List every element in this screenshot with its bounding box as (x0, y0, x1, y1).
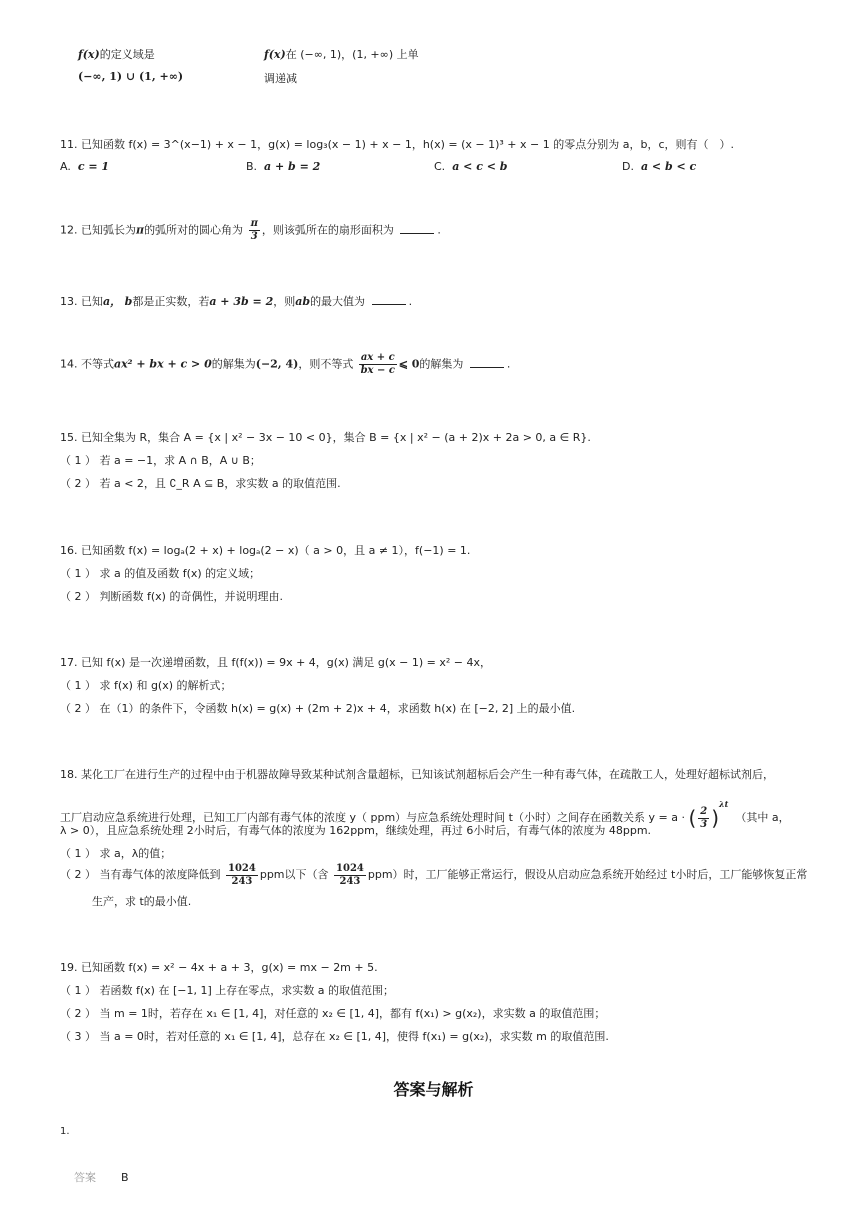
option-text: c = 1 (77, 160, 110, 173)
fraction-numerator: ax + c (360, 352, 395, 363)
question-19-part-2: （ 2 ） 当 m = 1时，若存在 x₁ ∈ [1, 4]，对任意的 x₂ ∈ [1, 4]，都有 f(x₁) > g(x₂)，求实数 a 的取值范围； (60, 1007, 606, 1020)
question-17-stem (60, 654, 491, 670)
inequality: ax² + bx + c > 0 (114, 357, 212, 371)
fraction-denominator: 3 (700, 818, 708, 830)
question-text: 已知 f(x) 是一次递增函数，且 f(f(x)) = 9x + 4，g(x) 满足 g(x − 1) = x² − 4x， (81, 656, 492, 669)
question-text: 已知函数 f(x) = logₐ(2 + x) + logₐ(2 − x)（ a > 0，且 a ≠ 1），f(−1) = 1. (81, 544, 471, 557)
question-text-b: 的解集为 (211, 357, 256, 371)
question-number: 14. (60, 357, 78, 371)
question-18-line-2 (60, 787, 790, 830)
prev-option-d-text: 在 (−∞, 1)，(1, +∞) 上单 (285, 48, 419, 61)
prev-option-c-line2: (−∞, 1) ∪ (1, +∞) (78, 70, 184, 83)
condition: a + 3b = 2 (209, 295, 274, 308)
prev-option-d-line1 (264, 46, 419, 62)
fraction-numerator: 2 (700, 805, 708, 817)
prev-option-c-line1 (78, 46, 155, 62)
question-11-stem (60, 136, 734, 152)
question-text: （ 2 ） 当有毒气体的浓度降低到 (60, 868, 221, 881)
question-19-stem (60, 959, 378, 975)
question-11-option-a (60, 160, 109, 173)
fraction-pi-over-3 (249, 218, 260, 243)
fraction-two-thirds (698, 806, 709, 831)
question-11-option-d (622, 160, 696, 173)
question-number: 17. (60, 656, 78, 669)
solution-set: (−2, 4) (255, 357, 299, 371)
question-17-part-1: （ 1 ） 求 f(x) 和 g(x) 的解析式； (60, 679, 232, 692)
fraction-denominator: 243 (339, 875, 361, 887)
answer-blank[interactable] (372, 294, 406, 305)
prev-option-c-text: 的定义域是 (99, 48, 155, 61)
answer-value: B (121, 1171, 129, 1184)
question-text: 已知函数 f(x) = x² − 4x + a + 3，g(x) = mx − 2m + 5. (81, 961, 378, 974)
question-number: 19. (60, 961, 78, 974)
question-13 (60, 293, 412, 309)
question-15-part-1: （ 1 ） 若 a = −1，求 A ∩ B，A ∪ B； (60, 454, 261, 467)
prev-option-c-fx: f(x) (78, 48, 100, 61)
question-number: 18. (60, 768, 78, 781)
exponent: λt (719, 799, 729, 809)
question-number: 15. (60, 431, 78, 444)
question-text-b: 的弧所对的圆心角为 (144, 223, 244, 237)
question-end: . (506, 357, 511, 371)
pi-symbol: π (136, 223, 145, 237)
answer-label: 答案 (74, 1171, 96, 1184)
question-number: 13. (60, 295, 78, 308)
question-text: （其中 a， (735, 811, 790, 824)
option-text: a < b < c (640, 160, 697, 173)
question-text: 工厂启动应急系统进行处理，已知工厂内部有毒气体的浓度 y（ ppm）与应急系统处理时间 t（小时）之间存在函数关系 y = a · (60, 811, 685, 824)
question-19-part-1: （ 1 ） 若函数 f(x) 在 [−1, 1] 上存在零点，求实数 a 的取值范围； (60, 984, 394, 997)
option-label: B. (246, 160, 258, 173)
question-14 (60, 352, 510, 377)
question-18-line-1 (60, 766, 774, 782)
question-16-stem (60, 542, 470, 558)
question-18-part-1: （ 1 ） 求 a，λ的值； (60, 847, 172, 860)
question-text-d: 的解集为 (419, 357, 464, 371)
question-end: . (408, 295, 413, 308)
question-text: 已知全集为 R，集合 A = {x | x² − 3x − 10 < 0}，集合 B = {x | x² − (a + 2)x + 2a > 0, a ∈ R}. (81, 431, 591, 444)
question-11-option-c (434, 160, 507, 173)
question-17-part-2: （ 2 ） 在（1）的条件下，令函数 h(x) = g(x) + (2m + 2)x + 4，求函数 h(x) 在 [−2, 2] 上的最小值. (60, 702, 576, 715)
answers-section-title: 答案与解析 (393, 1080, 474, 1099)
option-text: a + b = 2 (264, 160, 321, 173)
question-number: 12. (60, 223, 78, 237)
question-16-part-2: （ 2 ） 判断函数 f(x) 的奇偶性，并说明理由. (60, 590, 283, 603)
question-12 (60, 218, 441, 243)
fraction-numerator: 1024 (336, 862, 364, 874)
answer-blank[interactable] (400, 223, 434, 234)
question-text-a: 已知 (81, 295, 103, 308)
answer-row (74, 1169, 129, 1185)
option-label: C. (434, 160, 446, 173)
question-text-a: 已知弧长为 (81, 223, 136, 237)
fraction-numerator: 1024 (228, 862, 256, 874)
prev-option-d-fx: f(x) (264, 48, 286, 61)
question-text-b: 都是正实数，若 (132, 295, 210, 308)
relation: ⩽ 0 (398, 357, 420, 371)
question-15-stem (60, 429, 591, 445)
question-text: 某化工厂在进行生产的过程中由于机器故障导致某种试剂含量超标，已知该试剂超标后会产生一种有毒气体，在疏散工人，处理好超标试剂后， (81, 768, 774, 781)
question-text-c: ，则 (273, 295, 296, 308)
option-label: A. (60, 160, 71, 173)
question-number: 16. (60, 544, 78, 557)
var-ab: ab (295, 295, 311, 308)
var-b: b (124, 295, 133, 308)
question-end: . (437, 223, 441, 237)
question-16-part-1: （ 1 ） 求 a 的值及函数 f(x) 的定义域； (60, 567, 261, 580)
question-19-part-3: （ 3 ） 当 a = 0时，若对任意的 x₁ ∈ [1, 4]，总存在 x₂ ∈ [1, 4]，使得 f(x₁) = g(x₂)，求实数 m 的取值范围. (60, 1030, 609, 1043)
question-18-part-2-line-2: 生产，求 t的最小值. (92, 895, 192, 908)
prev-option-d-line2: 调递减 (264, 72, 297, 85)
fraction-denominator: bx − c (360, 365, 395, 376)
answer-blank[interactable] (470, 357, 504, 368)
question-18-line-3: λ > 0），且应急系统处理 2小时后，有毒气体的浓度为 162ppm，继续处理，再过 6小时后，有毒气体的浓度为 48ppm. (60, 824, 652, 837)
fraction-numerator: π (250, 218, 258, 229)
fraction-1024-over-243 (226, 863, 258, 888)
fraction-inequality (359, 352, 397, 377)
question-text-d: 的最大值为 (310, 295, 366, 308)
question-15-part-2: （ 2 ） 若 a < 2，且 ∁_R A ⊆ B，求实数 a 的取值范围. (60, 477, 341, 490)
question-number: 11. (60, 138, 78, 151)
var-a: a， (103, 295, 122, 308)
answer-item-number: 1. (60, 1126, 70, 1137)
option-label: D. (622, 160, 634, 173)
fraction-1024-over-243-b (334, 863, 366, 888)
question-text-c: ，则不等式 (298, 357, 354, 371)
question-18-part-2 (60, 859, 807, 891)
option-text: a < c < b (452, 160, 508, 173)
question-11-option-b (246, 160, 320, 173)
left-paren: ( (688, 806, 697, 830)
fraction-denominator: 3 (250, 231, 258, 242)
question-text: 已知函数 f(x) = 3^(x−1) + x − 1，g(x) = log₃(x − 1) + x − 1，h(x) = (x − 1)³ + x − 1 的零点分别为 a，b，c，则有（ ）. (81, 138, 734, 151)
question-text-a: 不等式 (81, 357, 114, 371)
fraction-denominator: 243 (231, 875, 253, 887)
question-text-c: ，则该弧所在的扇形面积为 (261, 223, 394, 237)
question-text: ppm以下（含 (259, 868, 329, 881)
right-paren: ) (711, 806, 720, 830)
question-text: ppm）时，工厂能够正常运行，假设从启动应急系统开始经过 t小时后，工厂能够恢复正常 (367, 868, 808, 881)
